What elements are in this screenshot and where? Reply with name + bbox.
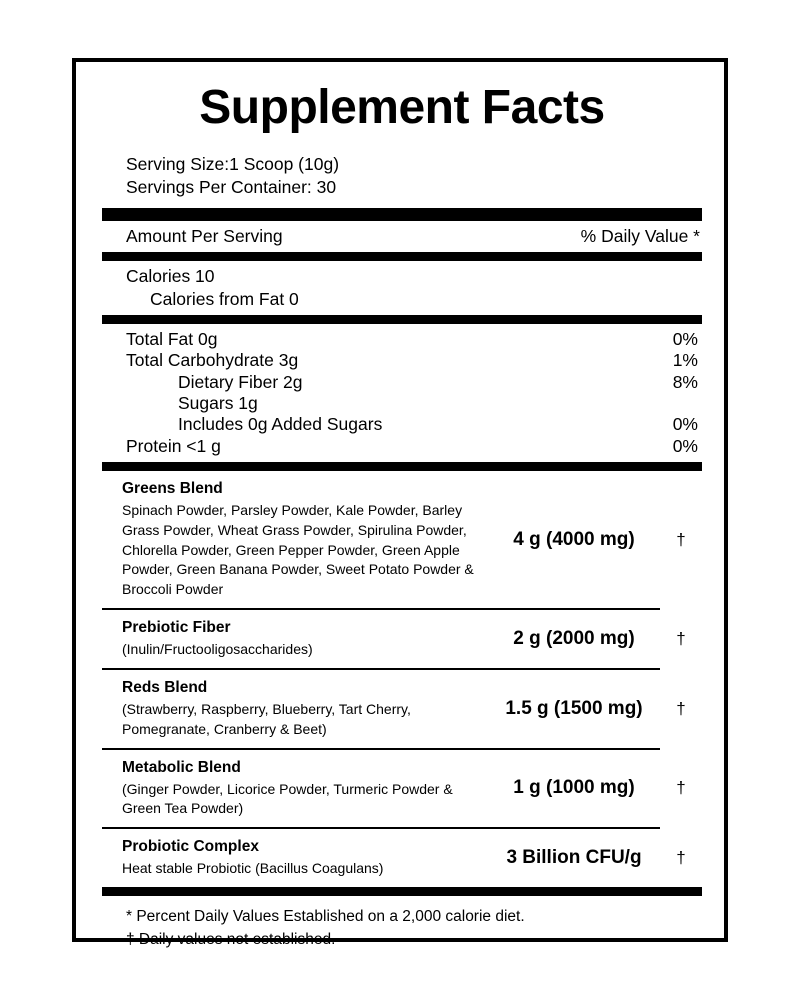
footnote-daily-value: * Percent Daily Values Established on a 2,000 calorie diet. <box>126 908 525 926</box>
divider-thick-top <box>102 208 702 221</box>
blend-amount: 1.5 g (1500 mg) <box>505 697 643 719</box>
footnotes <box>102 896 702 951</box>
divider-med-2 <box>102 315 702 324</box>
nutrient-row <box>126 350 700 371</box>
blend-description: Spinach Powder, Parsley Powder, Kale Powder, Barley Grass Powder, Wheat Grass Powder, Spirulina Powder, Chlorella Powder, Green Pepper Powder, Green Apple Powder, Green Banana Powder, Sweet Potato Powder & Broccoli Powder <box>122 501 474 598</box>
divider-med-1 <box>102 252 702 261</box>
blend-name: Prebiotic Fiber <box>122 619 231 637</box>
calories-from-fat: Calories from Fat 0 <box>150 289 299 310</box>
nutrient-label: Total Fat 0g <box>126 328 218 349</box>
blend-daily-value: † <box>676 698 686 718</box>
blend-daily-value: † <box>676 629 686 649</box>
blend-amount: 3 Billion CFU/g <box>506 847 642 869</box>
nutrient-label: Protein <1 g <box>126 435 221 456</box>
blend-row <box>102 471 702 608</box>
servings-per-container: Servings Per Container: 30 <box>126 176 337 197</box>
blend-name: Greens Blend <box>122 479 223 497</box>
blend-name: Metabolic Blend <box>122 758 241 776</box>
blend-description: Heat stable Probiotic (Bacillus Coagulans) <box>122 860 384 877</box>
blend-row <box>102 610 702 668</box>
nutrient-label: Includes 0g Added Sugars <box>178 414 383 435</box>
blend-daily-value: † <box>676 848 686 868</box>
blend-row <box>102 670 702 748</box>
calories-block <box>102 261 702 315</box>
nutrient-dv: 8% <box>672 371 698 392</box>
nutrient-list <box>102 324 702 462</box>
nutrient-dv: 0% <box>672 414 698 435</box>
blend-row <box>102 829 702 887</box>
blend-description: (Inulin/Fructooligosaccharides) <box>122 641 313 658</box>
blend-daily-value: † <box>676 529 686 549</box>
blend-row <box>102 750 702 828</box>
nutrient-dv: 0% <box>672 435 698 456</box>
blend-amount: 4 g (4000 mg) <box>513 528 635 550</box>
nutrient-row <box>126 436 700 457</box>
amount-per-serving-row <box>102 221 702 252</box>
nutrient-dv: 1% <box>672 350 698 371</box>
nutrient-row <box>126 329 700 350</box>
serving-size: Serving Size:1 Scoop (10g) <box>126 154 340 175</box>
blend-name: Reds Blend <box>122 678 208 696</box>
blend-amount: 2 g (2000 mg) <box>513 628 635 650</box>
daily-value-header: % Daily Value * <box>580 225 700 246</box>
blend-name: Probiotic Complex <box>122 838 259 856</box>
divider-med-3 <box>102 462 702 471</box>
blend-daily-value: † <box>676 778 686 798</box>
nutrient-row <box>126 414 700 435</box>
page-title: Supplement Facts <box>199 81 605 134</box>
nutrient-row <box>126 372 700 393</box>
calories-value: Calories 10 <box>126 266 215 287</box>
blend-description: (Ginger Powder, Licorice Powder, Turmeric Powder & Green Tea Powder) <box>122 780 453 817</box>
nutrient-row <box>126 393 700 414</box>
blend-description: (Strawberry, Raspberry, Blueberry, Tart Cherry, Pomegranate, Cranberry & Beet) <box>122 700 411 737</box>
serving-info <box>102 153 702 198</box>
nutrient-label: Total Carbohydrate 3g <box>126 350 299 371</box>
footnote-dagger: † Daily values not established. <box>126 930 336 948</box>
nutrient-dv: 0% <box>672 328 698 349</box>
blend-amount: 1 g (1000 mg) <box>513 777 635 799</box>
nutrient-label: Dietary Fiber 2g <box>178 371 303 392</box>
supplement-facts-panel <box>72 58 728 948</box>
amount-per-serving-label: Amount Per Serving <box>126 225 283 246</box>
divider-med-bottom <box>102 887 702 896</box>
nutrient-label: Sugars 1g <box>178 392 258 413</box>
